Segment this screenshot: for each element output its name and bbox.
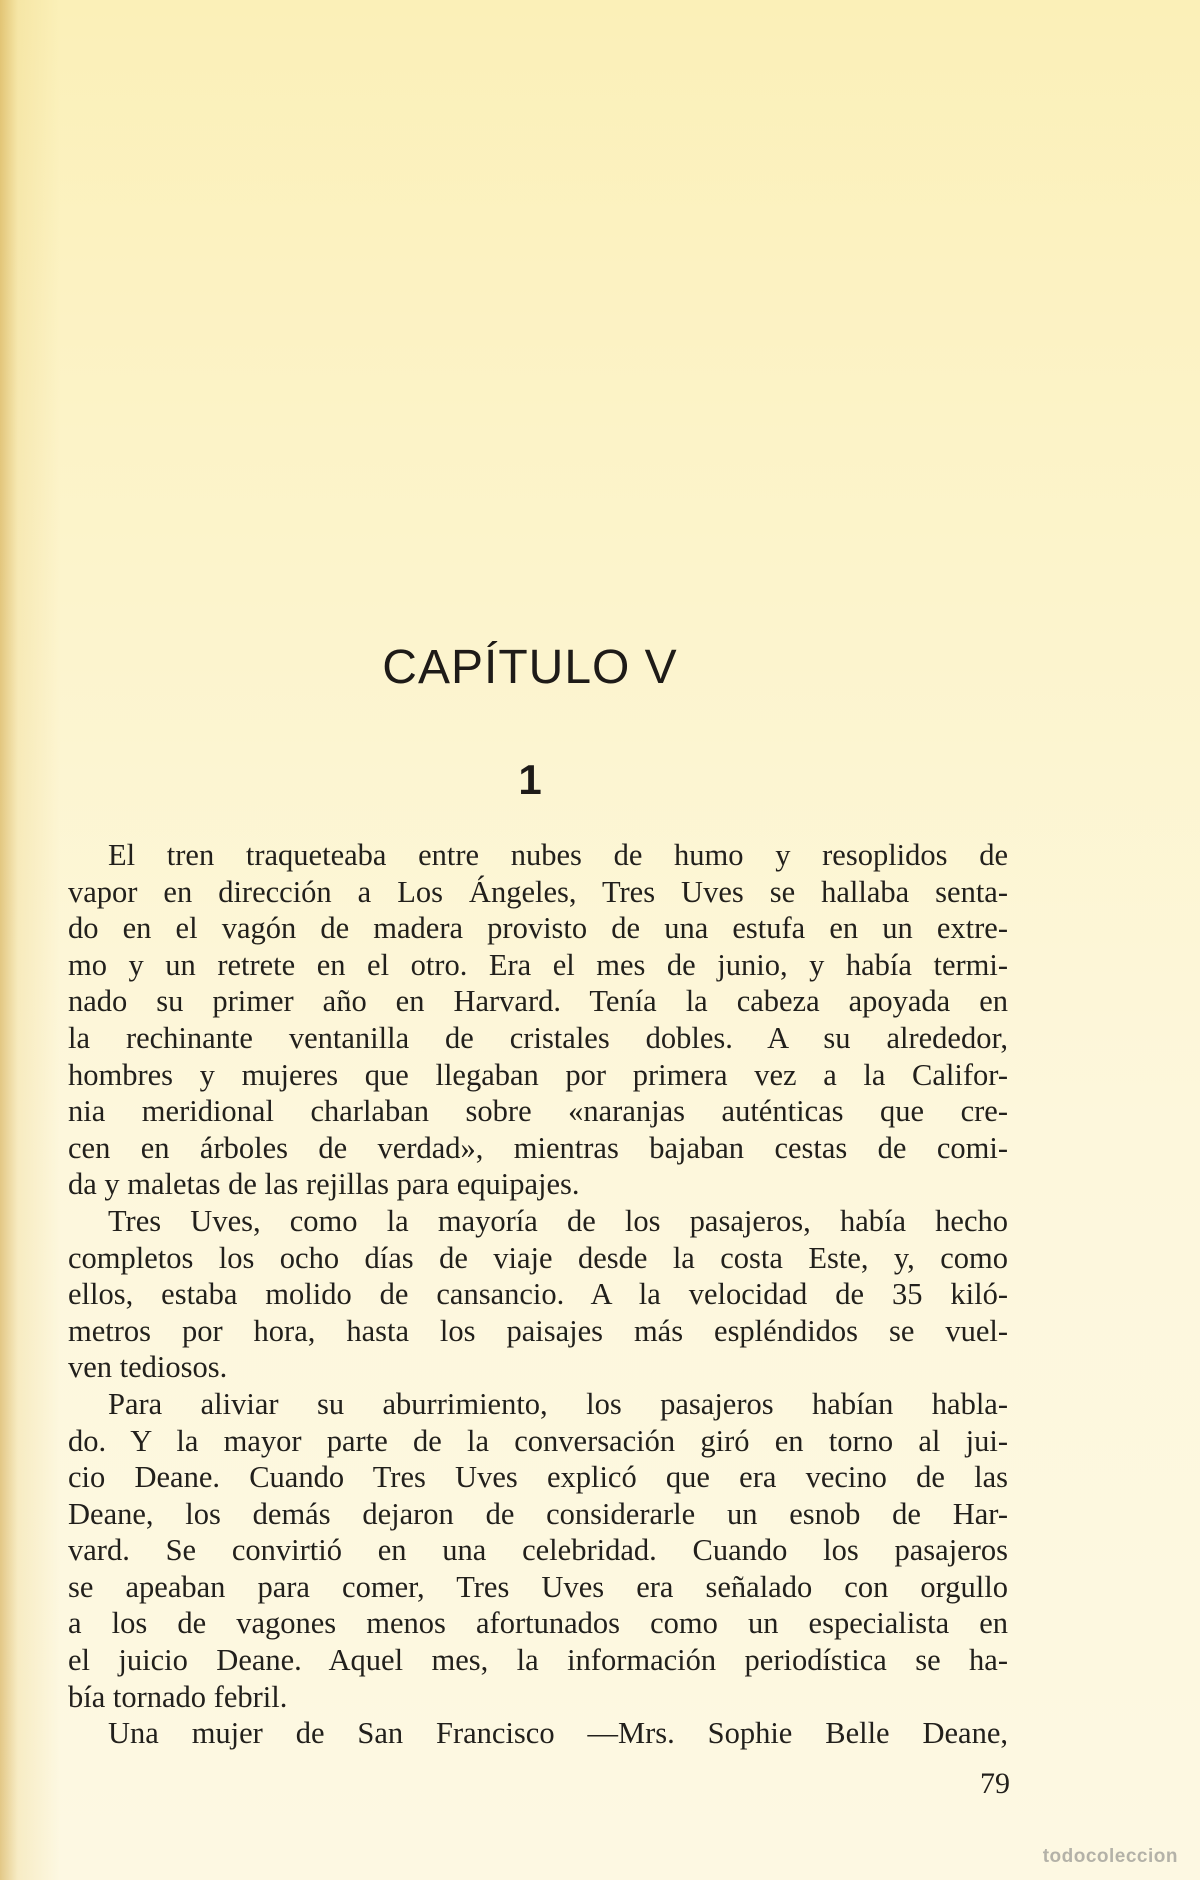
text-line: la rechinante ventanilla de cristales dobles. A su alrededor, xyxy=(68,1020,1008,1055)
text-line: se apeaban para comer, Tres Uves era señalado con orgullo xyxy=(68,1569,1008,1604)
text-line: El tren traqueteaba entre nubes de humo y resoplidos de xyxy=(108,838,1008,872)
text-line: vard. Se convirtió en una celebridad. Cuando los pasajeros xyxy=(68,1533,1008,1568)
text-line: ellos, estaba molido de cansancio. A la velocidad de 35 kiló- xyxy=(68,1277,1008,1312)
text-line: cio Deane. Cuando Tres Uves explicó que era vecino de las xyxy=(68,1460,1008,1495)
text-line: hombres y mujeres que llegaban por primera vez a la Califor- xyxy=(68,1057,1008,1092)
text-line: completos los ocho días de viaje desde la costa Este, y, como xyxy=(68,1240,1008,1275)
text-line: a los de vagones menos afortunados como un especialista en xyxy=(68,1606,1008,1641)
text-line: mo y un retrete en el otro. Era el mes de junio, y había termi- xyxy=(68,947,1008,982)
text-line: metros por hora, hasta los paisajes más espléndidos se vuel- xyxy=(68,1313,1008,1348)
text-line: Deane, los demás dejaron de considerarle un esnob de Har- xyxy=(68,1496,1008,1531)
text-line: bía tornado febril. xyxy=(68,1679,288,1714)
section-number: 1 xyxy=(518,756,542,803)
chapter-body-text xyxy=(68,837,1008,1752)
chapter-title: CAPÍTULO V xyxy=(382,641,678,694)
text-line: Una mujer de San Francisco —Mrs. Sophie Belle Deane, xyxy=(108,1716,1008,1751)
text-line: do en el vagón de madera provisto de una estufa en un extre- xyxy=(68,911,1008,946)
text-line: nado su primer año en Harvard. Tenía la cabeza apoyada en xyxy=(68,984,1008,1019)
text-line: Para aliviar su aburrimiento, los pasajeros habían habla- xyxy=(108,1386,1008,1421)
page-number: 79 xyxy=(980,1767,1010,1800)
text-line: ven tediosos. xyxy=(68,1350,228,1385)
text-line: Tres Uves, como la mayoría de los pasajeros, había hecho xyxy=(108,1203,1008,1238)
text-line: nia meridional charlaban sobre «naranjas auténticas que cre- xyxy=(68,1094,1008,1129)
text-line: do. Y la mayor parte de la conversación giró en torno al jui- xyxy=(68,1423,1008,1458)
text-line: el juicio Deane. Aquel mes, la información periodística se ha- xyxy=(68,1643,1008,1678)
text-line: cen en árboles de verdad», mientras bajaban cestas de comi- xyxy=(68,1130,1008,1165)
watermark: todocoleccion xyxy=(1042,1846,1178,1867)
text-line: vapor en dirección a Los Ángeles, Tres Uves se hallaba senta- xyxy=(68,874,1008,909)
text-line: da y maletas de las rejillas para equipajes. xyxy=(68,1167,580,1202)
